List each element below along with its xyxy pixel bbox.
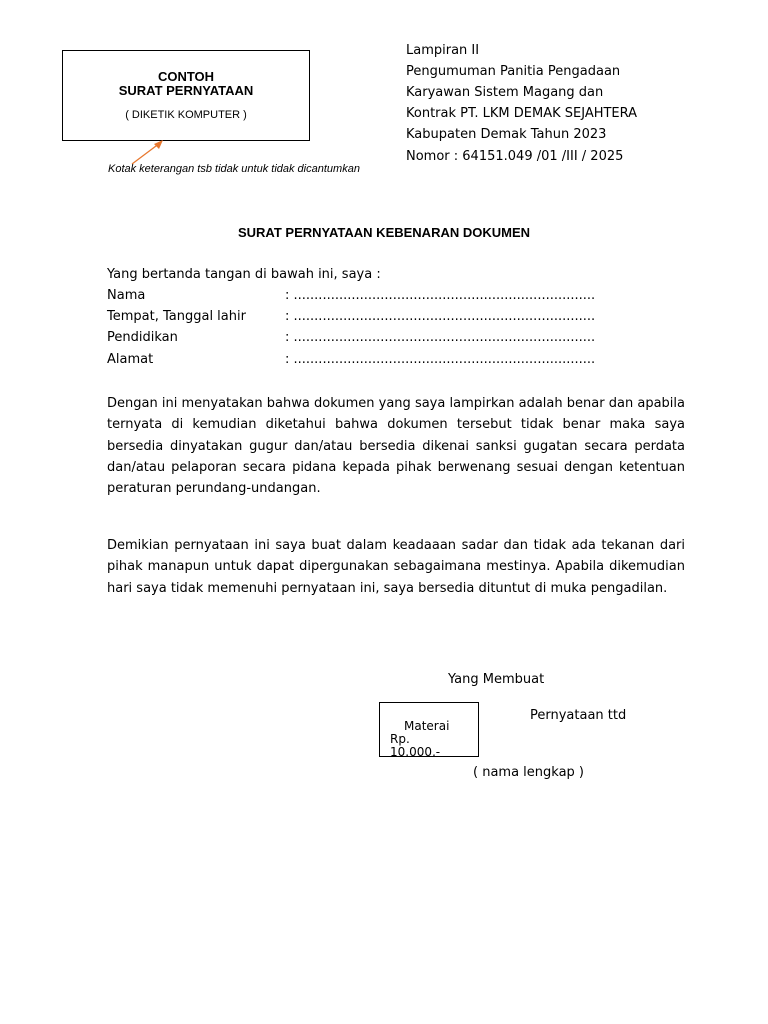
field-label: Nama xyxy=(107,288,146,303)
note-text: Kotak keterangan tsb tidak untuk tidak dicantumkan xyxy=(108,163,360,175)
attachment-line: Kabupaten Demak Tahun 2023 xyxy=(406,127,607,142)
field-value: : ......................................................................... xyxy=(285,352,596,367)
field-value: : ......................................................................... xyxy=(285,309,596,324)
signature-name: ( nama lengkap ) xyxy=(473,765,584,780)
field-label: Alamat xyxy=(107,352,154,367)
example-box xyxy=(62,50,310,141)
document-title: SURAT PERNYATAAN KEBENARAN DOKUMEN xyxy=(237,225,531,240)
field-value: : ......................................................................... xyxy=(285,288,596,303)
attachment-line: Pengumuman Panitia Pengadaan xyxy=(406,64,621,79)
field-label: Pendidikan xyxy=(107,330,178,345)
field-label: Tempat, Tanggal lahir xyxy=(107,309,246,324)
paragraph-closing: Demikian pernyataan ini saya buat dalam keadaaan sadar dan tidak ada tekanan dari pihak manapun untuk dapat dipergunakan sebagaimana mestinya. Apabila dikemudian hari saya tidak memenuhi pernyataan ini, saya bersedia dituntut di muka pengadilan. xyxy=(107,538,685,596)
stamp-line: 10.000,- xyxy=(390,745,441,757)
stamp-line: Rp. xyxy=(390,732,410,746)
attachment-line: Nomor : 64151.049 /01 /III / 2025 xyxy=(406,149,624,164)
attachment-line: Lampiran II xyxy=(406,43,480,58)
example-box-line1: CONTOH xyxy=(157,69,215,84)
signature-label: Pernyataan ttd xyxy=(530,708,627,723)
intro-text: Yang bertanda tangan di bawah ini, saya : xyxy=(107,267,381,282)
example-box-line3: ( DIKETIK KOMPUTER ) xyxy=(125,109,247,121)
attachment-line: Karyawan Sistem Magang dan xyxy=(406,85,604,100)
signature-maker: Yang Membuat xyxy=(448,672,545,687)
paragraph-statement: Dengan ini menyatakan bahwa dokumen yang saya lampirkan adalah benar dan apabila ternyata di kemudian diketahui bahwa dokumen tersebut tidak benar maka saya bersedia dinyatakan gugur dan/atau bersedia dikenai sanksi gugatan secara perdata dan/atau pelaporan secara pidana kepada pihak berwenang sesuai dengan ketentuan peraturan perundang-undangan. xyxy=(107,396,685,497)
example-box-line2: SURAT PERNYATAAN xyxy=(118,83,254,98)
stamp-line: Materai xyxy=(404,719,450,733)
attachment-line: Kontrak PT. LKM DEMAK SEJAHTERA xyxy=(406,106,638,121)
field-value: : ......................................................................... xyxy=(285,330,596,345)
stamp-box xyxy=(379,702,479,757)
